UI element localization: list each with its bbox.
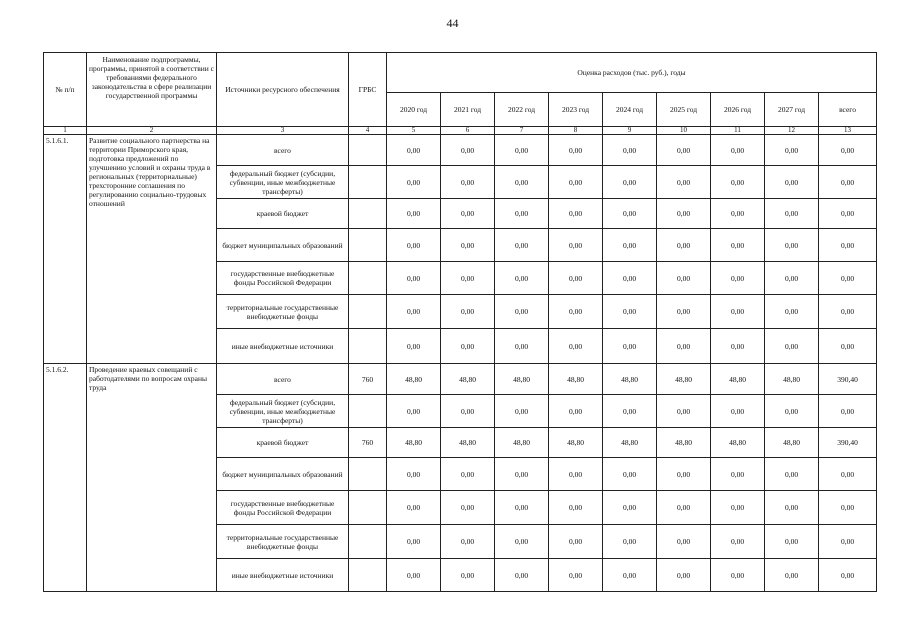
header-number-row bbox=[44, 127, 877, 135]
header-col-number: № п/п bbox=[44, 53, 87, 127]
year-value: 0,00 bbox=[387, 229, 441, 262]
total-value: 0,00 bbox=[819, 329, 877, 364]
year-value: 0,00 bbox=[657, 199, 711, 229]
year-value: 0,00 bbox=[549, 199, 603, 229]
table-header bbox=[44, 53, 877, 135]
year-value: 48,80 bbox=[387, 364, 441, 395]
header-col-index-11: 11 bbox=[711, 127, 765, 135]
year-value: 48,80 bbox=[657, 364, 711, 395]
year-value: 0,00 bbox=[495, 295, 549, 329]
year-value: 0,00 bbox=[765, 229, 819, 262]
header-col-index-2: 2 bbox=[87, 127, 217, 135]
header-year-4: 2023 год bbox=[549, 93, 603, 127]
year-value: 0,00 bbox=[603, 329, 657, 364]
grbs-code bbox=[349, 458, 387, 491]
section-number: 5.1.6.2. bbox=[44, 364, 87, 592]
year-value: 0,00 bbox=[549, 135, 603, 166]
total-value: 0,00 bbox=[819, 491, 877, 525]
grbs-code bbox=[349, 329, 387, 364]
header-col-source: Источники ресурсного обеспечения bbox=[217, 53, 349, 127]
year-value: 0,00 bbox=[549, 491, 603, 525]
year-value: 0,00 bbox=[711, 135, 765, 166]
year-value: 0,00 bbox=[657, 395, 711, 428]
grbs-code bbox=[349, 395, 387, 428]
year-value: 0,00 bbox=[711, 458, 765, 491]
total-value: 390,40 bbox=[819, 428, 877, 458]
funding-source: всего bbox=[217, 135, 349, 166]
year-value: 0,00 bbox=[711, 525, 765, 559]
funding-source: государственные внебюджетные фонды Российской Федерации bbox=[217, 491, 349, 525]
year-value: 0,00 bbox=[441, 559, 495, 592]
year-value: 0,00 bbox=[495, 559, 549, 592]
total-value: 0,00 bbox=[819, 395, 877, 428]
year-value: 0,00 bbox=[387, 491, 441, 525]
year-value: 0,00 bbox=[603, 525, 657, 559]
grbs-code bbox=[349, 295, 387, 329]
year-value: 48,80 bbox=[495, 364, 549, 395]
year-value: 0,00 bbox=[765, 166, 819, 199]
year-value: 0,00 bbox=[495, 229, 549, 262]
year-value: 0,00 bbox=[549, 329, 603, 364]
header-col-index-12: 12 bbox=[765, 127, 819, 135]
total-value: 0,00 bbox=[819, 229, 877, 262]
header-year-1: 2020 год bbox=[387, 93, 441, 127]
year-value: 0,00 bbox=[549, 166, 603, 199]
grbs-code bbox=[349, 229, 387, 262]
header-col-index-5: 5 bbox=[387, 127, 441, 135]
year-value: 0,00 bbox=[441, 229, 495, 262]
grbs-code bbox=[349, 135, 387, 166]
year-value: 0,00 bbox=[495, 135, 549, 166]
funding-source: территориальные государственные внебюджетные фонды bbox=[217, 295, 349, 329]
year-value: 0,00 bbox=[711, 262, 765, 295]
year-value: 0,00 bbox=[657, 262, 711, 295]
header-year-7: 2026 год bbox=[711, 93, 765, 127]
year-value: 0,00 bbox=[765, 135, 819, 166]
year-value: 48,80 bbox=[711, 364, 765, 395]
year-value: 0,00 bbox=[387, 458, 441, 491]
year-value: 48,80 bbox=[765, 428, 819, 458]
year-value: 0,00 bbox=[603, 262, 657, 295]
funding-source: иные внебюджетные источники bbox=[217, 329, 349, 364]
year-value: 0,00 bbox=[657, 229, 711, 262]
year-value: 0,00 bbox=[441, 491, 495, 525]
header-col-estimate: Оценка расходов (тыс. руб.), годы bbox=[387, 53, 877, 93]
year-value: 48,80 bbox=[603, 364, 657, 395]
year-value: 48,80 bbox=[603, 428, 657, 458]
year-value: 0,00 bbox=[495, 329, 549, 364]
year-value: 0,00 bbox=[495, 458, 549, 491]
year-value: 0,00 bbox=[765, 295, 819, 329]
year-value: 48,80 bbox=[387, 428, 441, 458]
year-value: 0,00 bbox=[765, 329, 819, 364]
table-row bbox=[44, 135, 877, 166]
header-col-index-9: 9 bbox=[603, 127, 657, 135]
year-value: 0,00 bbox=[603, 559, 657, 592]
header-col-index-7: 7 bbox=[495, 127, 549, 135]
header-year-2: 2021 год bbox=[441, 93, 495, 127]
year-value: 48,80 bbox=[765, 364, 819, 395]
year-value: 0,00 bbox=[765, 525, 819, 559]
grbs-code: 760 bbox=[349, 364, 387, 395]
year-value: 0,00 bbox=[387, 199, 441, 229]
grbs-code bbox=[349, 559, 387, 592]
grbs-code bbox=[349, 525, 387, 559]
budget-table bbox=[43, 52, 877, 592]
year-value: 0,00 bbox=[441, 525, 495, 559]
year-value: 48,80 bbox=[441, 428, 495, 458]
year-value: 0,00 bbox=[657, 166, 711, 199]
year-value: 0,00 bbox=[711, 559, 765, 592]
funding-source: федеральный бюджет (субсидии, субвенции, иные межбюджетные трансферты) bbox=[217, 166, 349, 199]
grbs-code bbox=[349, 262, 387, 295]
table-row bbox=[44, 364, 877, 395]
year-value: 0,00 bbox=[495, 491, 549, 525]
year-value: 0,00 bbox=[711, 229, 765, 262]
year-value: 0,00 bbox=[387, 525, 441, 559]
header-year-6: 2025 год bbox=[657, 93, 711, 127]
funding-source: всего bbox=[217, 364, 349, 395]
year-value: 0,00 bbox=[495, 395, 549, 428]
funding-source: территориальные государственные внебюджетные фонды bbox=[217, 525, 349, 559]
year-value: 0,00 bbox=[765, 458, 819, 491]
year-value: 0,00 bbox=[657, 525, 711, 559]
year-value: 0,00 bbox=[387, 559, 441, 592]
header-year-9: всего bbox=[819, 93, 877, 127]
year-value: 0,00 bbox=[657, 458, 711, 491]
year-value: 0,00 bbox=[549, 295, 603, 329]
total-value: 0,00 bbox=[819, 458, 877, 491]
year-value: 0,00 bbox=[765, 395, 819, 428]
year-value: 0,00 bbox=[549, 559, 603, 592]
year-value: 48,80 bbox=[495, 428, 549, 458]
section-number: 5.1.6.1. bbox=[44, 135, 87, 364]
year-value: 0,00 bbox=[711, 199, 765, 229]
funding-source: краевой бюджет bbox=[217, 428, 349, 458]
header-year-8: 2027 год bbox=[765, 93, 819, 127]
total-value: 0,00 bbox=[819, 262, 877, 295]
funding-source: иные внебюджетные источники bbox=[217, 559, 349, 592]
year-value: 0,00 bbox=[549, 262, 603, 295]
year-value: 0,00 bbox=[549, 229, 603, 262]
year-value: 0,00 bbox=[765, 199, 819, 229]
year-value: 0,00 bbox=[549, 525, 603, 559]
year-value: 0,00 bbox=[657, 559, 711, 592]
total-value: 390,40 bbox=[819, 364, 877, 395]
year-value: 0,00 bbox=[441, 329, 495, 364]
year-value: 0,00 bbox=[711, 491, 765, 525]
year-value: 0,00 bbox=[765, 491, 819, 525]
year-value: 0,00 bbox=[711, 395, 765, 428]
grbs-code bbox=[349, 491, 387, 525]
year-value: 0,00 bbox=[495, 199, 549, 229]
year-value: 0,00 bbox=[603, 166, 657, 199]
year-value: 0,00 bbox=[711, 329, 765, 364]
header-col-index-13: 13 bbox=[819, 127, 877, 135]
year-value: 48,80 bbox=[657, 428, 711, 458]
year-value: 0,00 bbox=[603, 491, 657, 525]
year-value: 0,00 bbox=[603, 458, 657, 491]
year-value: 0,00 bbox=[441, 262, 495, 295]
year-value: 0,00 bbox=[387, 295, 441, 329]
header-col-index-8: 8 bbox=[549, 127, 603, 135]
funding-source: бюджет муниципальных образований bbox=[217, 229, 349, 262]
year-value: 0,00 bbox=[603, 135, 657, 166]
year-value: 0,00 bbox=[711, 166, 765, 199]
year-value: 0,00 bbox=[603, 395, 657, 428]
year-value: 0,00 bbox=[603, 295, 657, 329]
header-year-3: 2022 год bbox=[495, 93, 549, 127]
year-value: 0,00 bbox=[657, 491, 711, 525]
grbs-code: 760 bbox=[349, 428, 387, 458]
year-value: 0,00 bbox=[495, 262, 549, 295]
year-value: 0,00 bbox=[495, 166, 549, 199]
header-col-grbs: ГРБС bbox=[349, 53, 387, 127]
page-number: 44 bbox=[446, 16, 459, 30]
year-value: 0,00 bbox=[441, 295, 495, 329]
total-value: 0,00 bbox=[819, 295, 877, 329]
funding-source: краевой бюджет bbox=[217, 199, 349, 229]
year-value: 0,00 bbox=[765, 559, 819, 592]
year-value: 0,00 bbox=[765, 262, 819, 295]
year-value: 0,00 bbox=[387, 135, 441, 166]
header-year-5: 2024 год bbox=[603, 93, 657, 127]
total-value: 0,00 bbox=[819, 199, 877, 229]
year-value: 48,80 bbox=[549, 428, 603, 458]
year-value: 0,00 bbox=[549, 458, 603, 491]
header-col-name: Наименование подпрограммы, программы, принятой в соответствии с требованиями федерального законодательства в сфере реализации государственной программы bbox=[87, 53, 217, 127]
grbs-code bbox=[349, 199, 387, 229]
grbs-code bbox=[349, 166, 387, 199]
year-value: 0,00 bbox=[387, 395, 441, 428]
year-value: 0,00 bbox=[387, 262, 441, 295]
total-value: 0,00 bbox=[819, 135, 877, 166]
year-value: 0,00 bbox=[549, 395, 603, 428]
year-value: 0,00 bbox=[657, 329, 711, 364]
year-value: 48,80 bbox=[549, 364, 603, 395]
funding-source: федеральный бюджет (субсидии, субвенции, иные межбюджетные трансферты) bbox=[217, 395, 349, 428]
year-value: 0,00 bbox=[387, 329, 441, 364]
section-name: Проведение краевых совещаний с работодателями по вопросам охраны труда bbox=[87, 364, 217, 592]
year-value: 0,00 bbox=[603, 199, 657, 229]
year-value: 0,00 bbox=[711, 295, 765, 329]
header-col-index-10: 10 bbox=[657, 127, 711, 135]
table-body bbox=[44, 135, 877, 592]
section-name: Развитие социального партнерства на территории Приморского края, подготовка предложений по улучшению условий и охраны труда в региональных (территориальные) трехсторонние соглашения по регулированию социально-трудовых отношений bbox=[87, 135, 217, 364]
year-value: 48,80 bbox=[711, 428, 765, 458]
total-value: 0,00 bbox=[819, 525, 877, 559]
year-value: 0,00 bbox=[603, 229, 657, 262]
year-value: 0,00 bbox=[495, 525, 549, 559]
total-value: 0,00 bbox=[819, 166, 877, 199]
header-col-index-1: 1 bbox=[44, 127, 87, 135]
year-value: 0,00 bbox=[441, 199, 495, 229]
year-value: 0,00 bbox=[657, 295, 711, 329]
year-value: 48,80 bbox=[441, 364, 495, 395]
funding-source: государственные внебюджетные фонды Российской Федерации bbox=[217, 262, 349, 295]
header-col-index-4: 4 bbox=[349, 127, 387, 135]
header-col-index-3: 3 bbox=[217, 127, 349, 135]
year-value: 0,00 bbox=[387, 166, 441, 199]
funding-source: бюджет муниципальных образований bbox=[217, 458, 349, 491]
year-value: 0,00 bbox=[441, 135, 495, 166]
total-value: 0,00 bbox=[819, 559, 877, 592]
year-value: 0,00 bbox=[441, 166, 495, 199]
year-value: 0,00 bbox=[441, 395, 495, 428]
year-value: 0,00 bbox=[441, 458, 495, 491]
year-value: 0,00 bbox=[657, 135, 711, 166]
header-col-index-6: 6 bbox=[441, 127, 495, 135]
